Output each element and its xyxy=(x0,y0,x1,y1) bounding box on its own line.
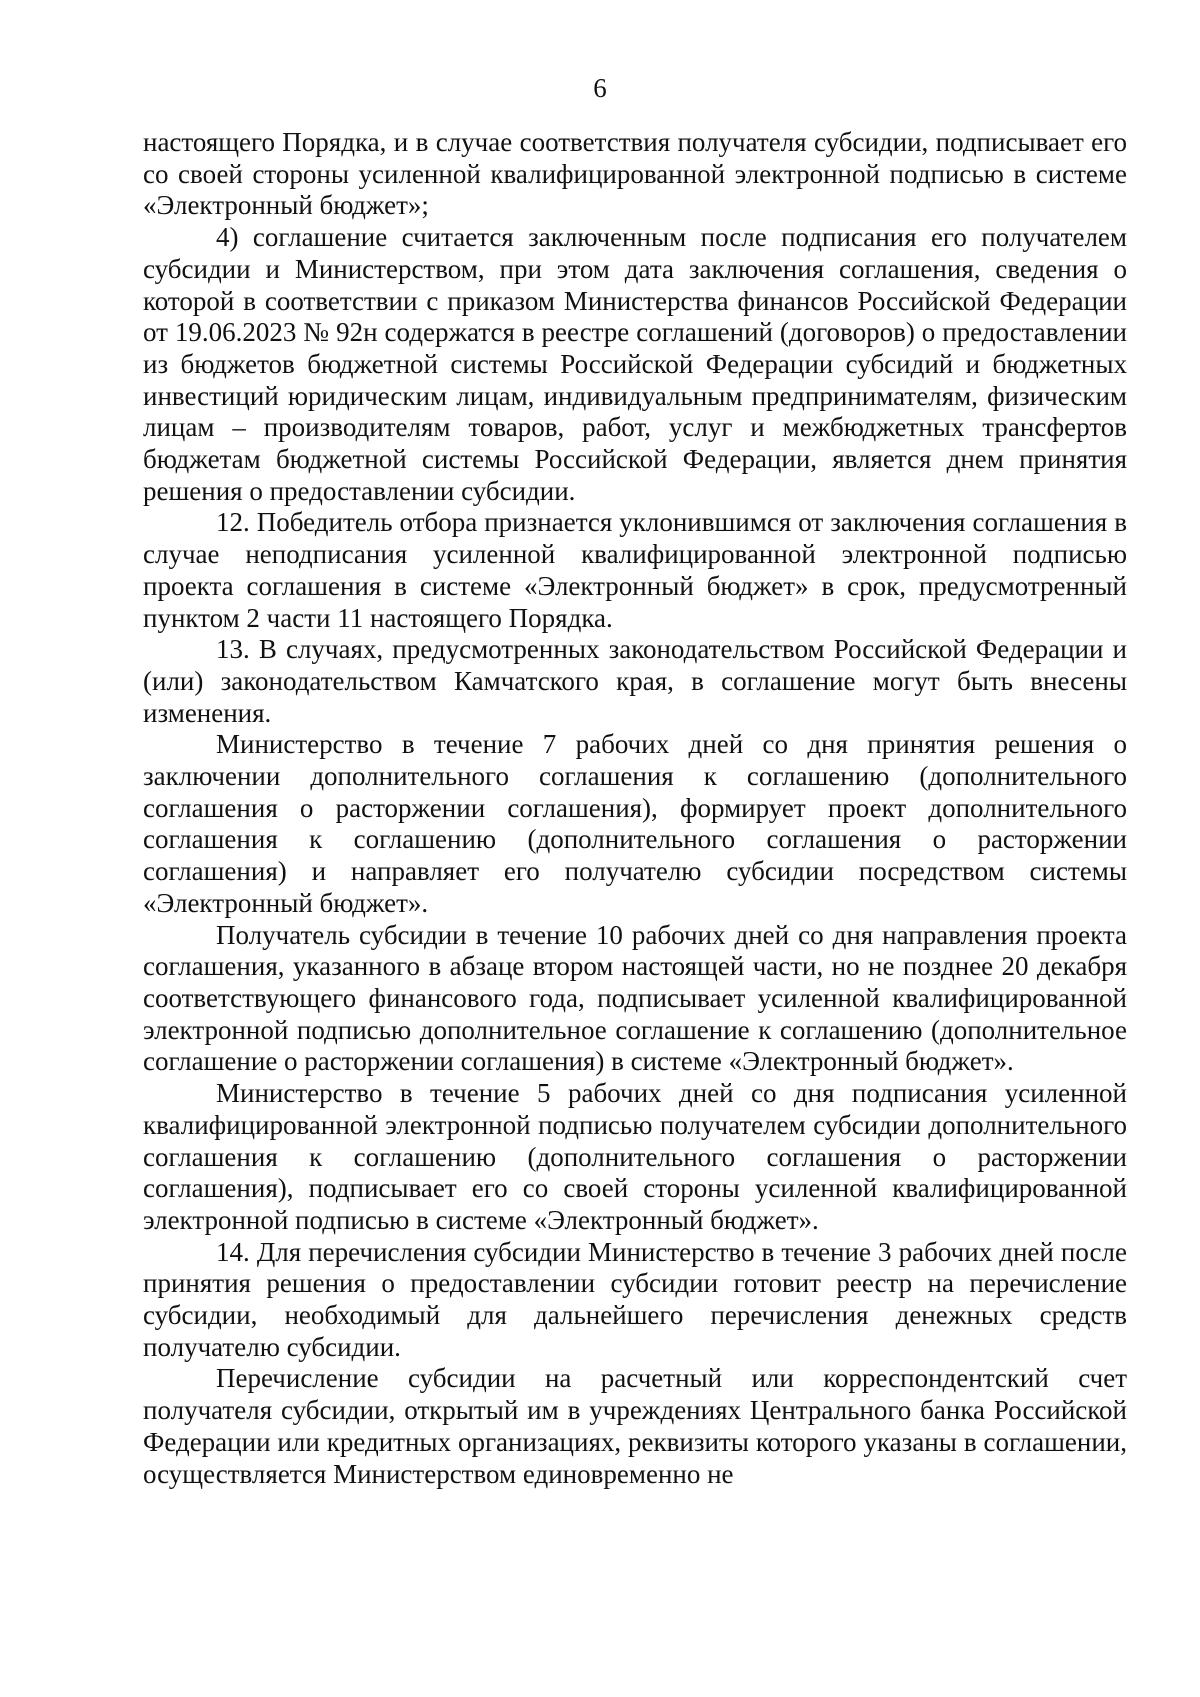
paragraph-item-4: 4) соглашение считается заключенным после подписания его получателем субсидии и Министерством, при этом дата заключения соглашения, сведения о которой в соответствии с приказом Министерства финансов Российской Федерации от 19.06.2023 № 92н содержатся в реестре соглашений (договоров) о предоставлении из бюджетов бюджетной системы Российской Федерации субсидий и бюджетных инвестиций юридическим лицам, индивидуальным предпринимателям, физическим лицам – производителям товаров, работ, услуг и межбюджетных трансфертов бюджетам бюджетной системы Российской Федерации, является днем принятия решения о предоставлении субсидии. xyxy=(143,222,1127,506)
paragraph-ministry-5-days: Министерство в течение 5 рабочих дней со дня подписания усиленной квалифицированной электронной подписью получателем субсидии дополнительного соглашения к соглашению (дополнительного соглашения о расторжении соглашения), подписывает его со своей стороны усиленной квалифицированной электронной подписью в системе «Электронный бюджет». xyxy=(143,1078,1127,1235)
paragraph-section-13: 13. В случаях, предусмотренных законодательством Российской Федерации и (или) законодательством Камчатского края, в соглашение могут быть внесены изменения. xyxy=(143,634,1127,728)
paragraph-transfer: Перечисление субсидии на расчетный или корреспондентский счет получателя субсидии, открытый им в учреждениях Центрального банка Российской Федерации или кредитных организациях, реквизиты которого указаны в соглашении, осуществляется Министерством единовременно не xyxy=(143,1363,1127,1489)
paragraph-section-14: 14. Для перечисления субсидии Министерство в течение 3 рабочих дней после принятия решения о предоставлении субсидии готовит реестр на перечисление субсидии, необходимый для дальнейшего перечисления денежных средств получателю субсидии. xyxy=(143,1236,1127,1362)
paragraph-recipient-10-days: Получатель субсидии в течение 10 рабочих дней со дня направления проекта соглашения, указанного в абзаце втором настоящей части, но не позднее 20 декабря соответствующего финансового года, подписывает усиленной квалифицированной электронной подписью дополнительное соглашение к соглашению (дополнительное соглашение о расторжении соглашения) в системе «Электронный бюджет». xyxy=(143,919,1127,1077)
page-number: 6 xyxy=(593,73,607,103)
paragraph-continuation: настоящего Порядка, и в случае соответствия получателя субсидии, подписывает его со своей стороны усиленной квалифицированной электронной подписью в системе «Электронный бюджет»; xyxy=(143,127,1127,221)
paragraph-section-12: 12. Победитель отбора признается уклонившимся от заключения соглашения в случае неподписания усиленной квалифицированной электронной подписью проекта соглашения в системе «Электронный бюджет» в срок, предусмотренный пунктом 2 части 11 настоящего Порядка. xyxy=(143,507,1127,633)
paragraph-ministry-7-days: Министерство в течение 7 рабочих дней со дня принятия решения о заключении дополнительного соглашения к соглашению (дополнительного соглашения о расторжении соглашения), формирует проект дополнительного соглашения к соглашению (дополнительного соглашения о расторжении соглашения) и направляет его получателю субсидии посредством системы «Электронный бюджет». xyxy=(143,729,1127,918)
document-body xyxy=(143,127,1127,1490)
